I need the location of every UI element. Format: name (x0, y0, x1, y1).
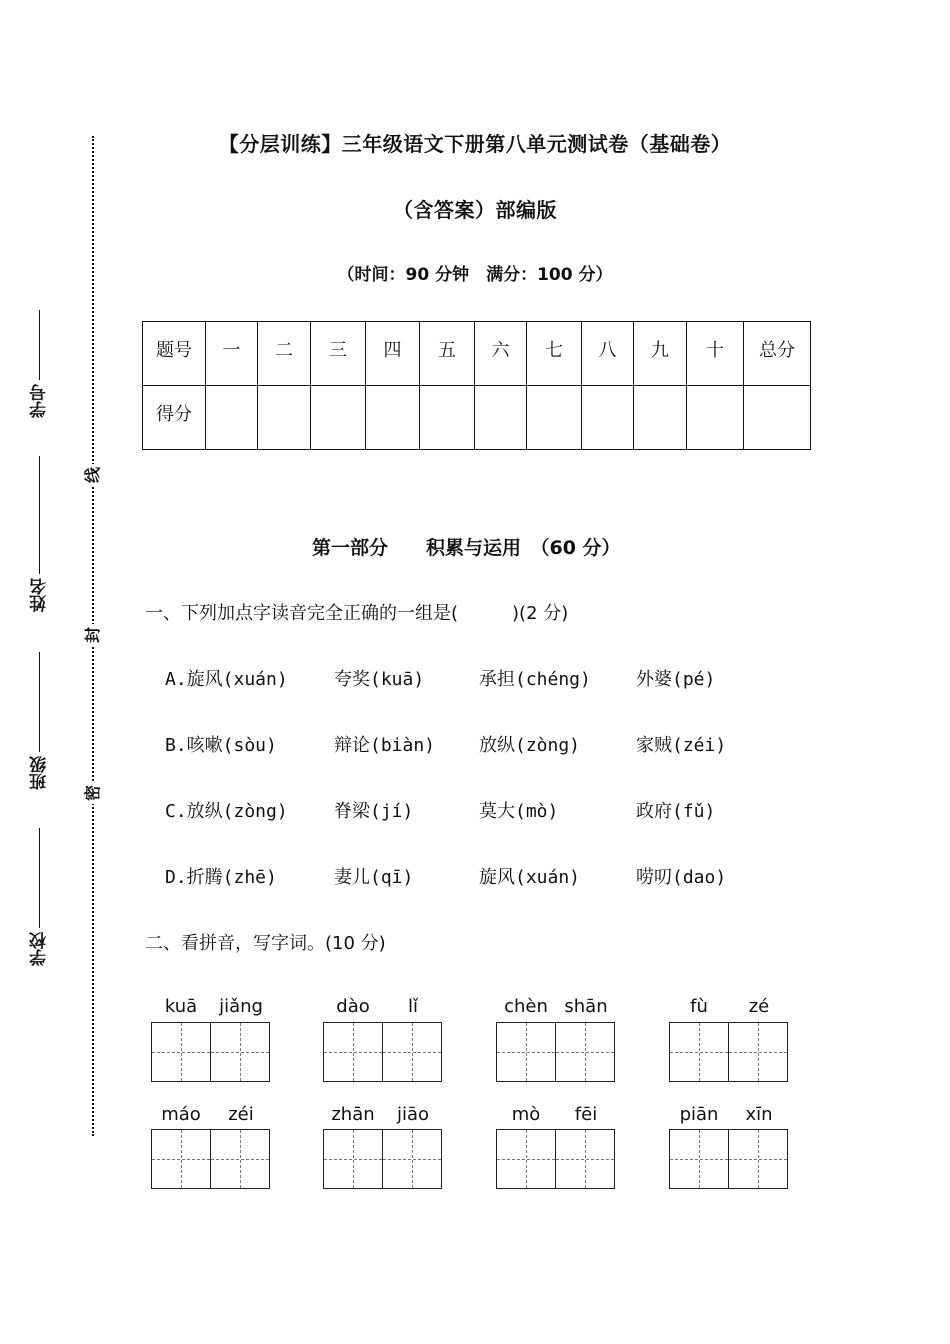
school-text: 学校 (30, 932, 50, 966)
pinyin-label: chèn (504, 996, 548, 1017)
student-name-blank[interactable] (40, 456, 41, 574)
school-blank[interactable] (40, 828, 41, 928)
pinyin-label: máo (161, 1104, 201, 1125)
q1-option-b-2: 辩论(biàn) (334, 735, 436, 756)
q1-option-b-4: 家贼(zéi) (636, 735, 727, 756)
score-table-cell: 一 (206, 322, 258, 386)
q1-option-c-2: 脊梁(jí) (334, 801, 414, 822)
writing-grid-box[interactable] (555, 1129, 615, 1189)
pinyin-label: dào (336, 996, 370, 1017)
score-input-cell[interactable] (258, 386, 311, 450)
school-label (28, 826, 52, 966)
pinyin-label: lǐ (407, 996, 418, 1017)
score-input-cell[interactable] (687, 386, 744, 450)
score-table-cell: 四 (366, 322, 420, 386)
score-input-cell[interactable] (634, 386, 687, 450)
score-input-cell[interactable] (475, 386, 527, 450)
score-table-header-row (143, 322, 811, 386)
pinyin-label: zé (748, 996, 770, 1017)
score-input-cell[interactable] (311, 386, 366, 450)
student-name-text: 姓名 (30, 578, 50, 612)
score-input-cell[interactable] (366, 386, 420, 450)
q1-option-c-3: 莫大(mò) (479, 801, 559, 822)
class-label (28, 650, 52, 790)
score-input-cell[interactable] (744, 386, 811, 450)
part1-heading: 第一部分 积累与运用 （60 分） (312, 537, 621, 559)
page-title: 【分层训练】三年级语文下册第八单元测试卷（基础卷） (218, 132, 732, 156)
score-input-cell[interactable] (582, 386, 634, 450)
writing-grid-box[interactable] (323, 1129, 383, 1189)
writing-grid-box[interactable] (669, 1129, 729, 1189)
class-blank[interactable] (40, 652, 41, 752)
writing-grid-box[interactable] (323, 1022, 383, 1082)
class-text: 班级 (30, 756, 50, 790)
writing-grid-box[interactable] (728, 1129, 788, 1189)
question1-stem: 一、下列加点字读音完全正确的一组是( )(2 分) (145, 603, 569, 624)
student-id-blank[interactable] (40, 310, 41, 380)
student-id-label (28, 308, 52, 418)
pinyin-label: kuā (164, 996, 198, 1017)
pinyin-label: fēi (574, 1104, 598, 1125)
q1-option-d-1[interactable]: D.折腾(zhē) (165, 867, 277, 888)
score-table-cell: 题号 (143, 322, 206, 386)
score-input-cell[interactable] (527, 386, 582, 450)
writing-grid-box[interactable] (210, 1129, 270, 1189)
seal-char-seal: 封 (82, 624, 104, 646)
seal-char-secret: 密 (82, 782, 104, 804)
pinyin-label: zhān (331, 1104, 375, 1125)
writing-grid-box[interactable] (382, 1022, 442, 1082)
q1-option-c-1[interactable]: C.放纵(zòng) (165, 801, 288, 822)
writing-grid-box[interactable] (728, 1022, 788, 1082)
writing-grid-box[interactable] (382, 1129, 442, 1189)
score-table-cell: 三 (311, 322, 366, 386)
pinyin-label: fù (690, 996, 708, 1017)
q1-option-d-4: 唠叨(dao) (636, 867, 727, 888)
writing-grid-box[interactable] (496, 1022, 556, 1082)
writing-grid-box[interactable] (151, 1022, 211, 1082)
pinyin-label: jiāo (396, 1104, 430, 1125)
q1-option-a-2: 夸奖(kuā) (334, 669, 425, 690)
score-table-cell: 七 (527, 322, 582, 386)
student-name-label (28, 452, 52, 612)
writing-grid-box[interactable] (151, 1129, 211, 1189)
q1-option-b-3: 放纵(zòng) (479, 735, 581, 756)
score-table-cell: 五 (420, 322, 475, 386)
score-table-cell: 二 (258, 322, 311, 386)
score-table-cell: 八 (582, 322, 634, 386)
score-table (142, 321, 811, 450)
q1-option-c-4: 政府(fǔ) (636, 801, 716, 822)
score-table-cell: 九 (634, 322, 687, 386)
q1-option-d-2: 妻儿(qī) (334, 867, 414, 888)
score-table-cell: 得分 (143, 386, 206, 450)
pinyin-label: piān (679, 1104, 719, 1125)
q1-option-a-4: 外婆(pé) (636, 669, 716, 690)
writing-grid-box[interactable] (496, 1129, 556, 1189)
score-table-cell: 十 (687, 322, 744, 386)
pinyin-label: mò (511, 1104, 541, 1125)
score-table-cell: 总分 (744, 322, 811, 386)
question2-stem: 二、看拼音，写字词。(10 分) (145, 933, 386, 954)
q1-option-b-1[interactable]: B.咳嗽(sòu) (165, 735, 277, 756)
pinyin-label: xīn (745, 1104, 773, 1125)
writing-grid-box[interactable] (555, 1022, 615, 1082)
seal-char-line: 线 (82, 464, 104, 486)
time-score-info: （时间：90 分钟 满分：100 分） (337, 265, 613, 285)
score-input-cell[interactable] (206, 386, 258, 450)
q1-option-a-1[interactable]: A.旋风(xuán) (165, 669, 288, 690)
score-table-score-row (143, 386, 811, 450)
writing-grid-box[interactable] (669, 1022, 729, 1082)
q1-option-d-3: 旋风(xuán) (479, 867, 581, 888)
page-subtitle: （含答案）部编版 (393, 198, 557, 222)
pinyin-label: shān (564, 996, 608, 1017)
score-input-cell[interactable] (420, 386, 475, 450)
student-id-text: 学号 (30, 384, 50, 418)
q1-option-a-3: 承担(chéng) (479, 669, 591, 690)
pinyin-label: zéi (228, 1104, 254, 1125)
writing-grid-box[interactable] (210, 1022, 270, 1082)
score-table-cell: 六 (475, 322, 527, 386)
pinyin-label: jiǎng (219, 996, 263, 1017)
